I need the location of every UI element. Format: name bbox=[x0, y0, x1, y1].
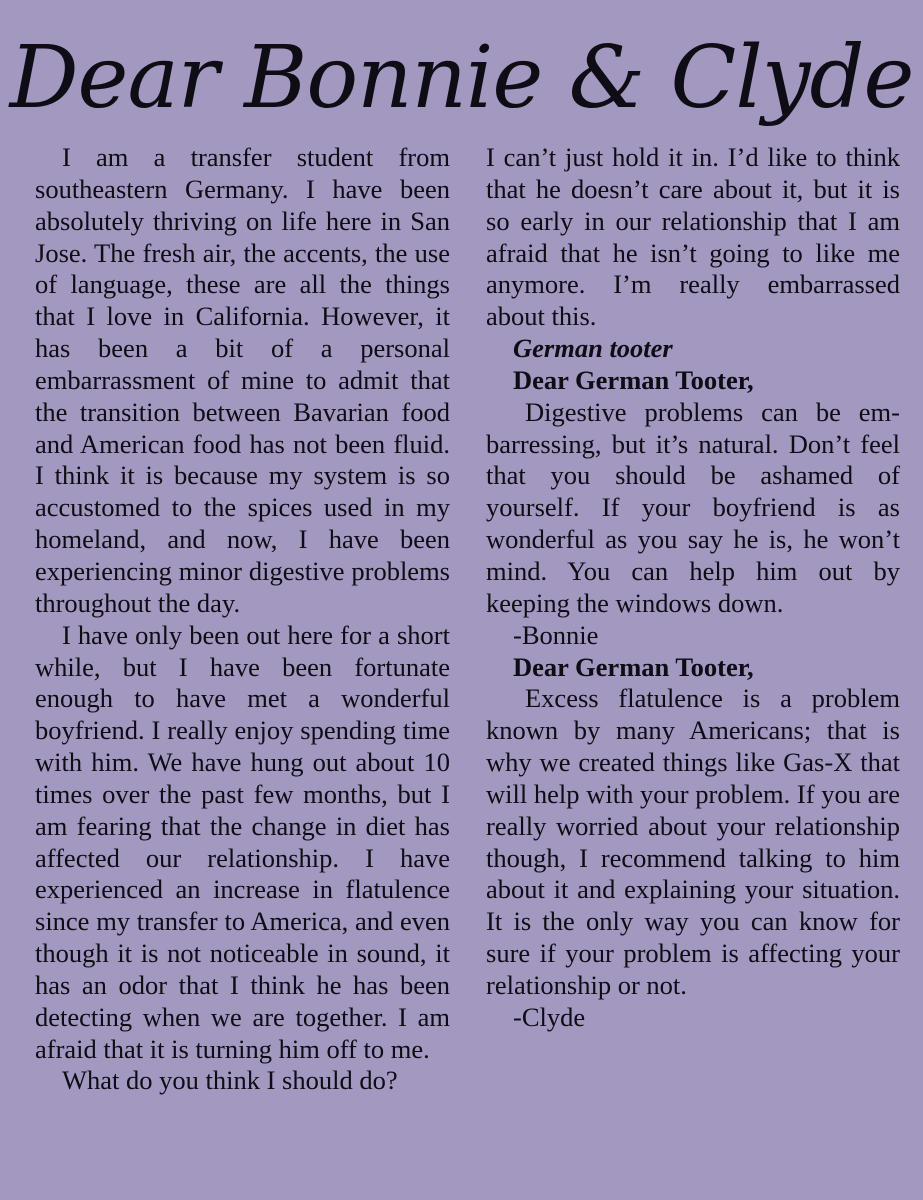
reply-1-body: Digestive problems can be embarressing, but it’s natural. Don’t feel that you should be ashamed of yourself. If your boyfriend is as wonderful as you say he is, he won’t mind. You can help him out by keeping the windows down. bbox=[486, 396, 900, 618]
letter-paragraph-3-continued: I can’t just hold it in. I’d like to think that he doesn’t care about it, but it is so early in our relationship that I am afraid that he isn’t going to like me anymore. I’m really embarrassed about this. bbox=[486, 142, 900, 332]
reply-2-signature: -Clyde bbox=[513, 1001, 586, 1032]
letter-signoff: German tooter bbox=[513, 333, 673, 364]
reply-2-body: Excess flatulence is a problem known by many Americans; that is why we created things like Gas-X that will help with your problem. If you are really worried about your relationship though, I recommend talking to him about it and explaining your situation. It is the only way you can know for sure if your problem is affecting your relationship or not. bbox=[486, 683, 900, 1000]
column-title: Dear Bonnie & Clyde bbox=[9, 28, 914, 128]
reply-2-salutation: Dear German Tooter, bbox=[513, 651, 754, 682]
letter-paragraph-2: I have only been out here for a short while, but I have been fortunate enough to have met a wonderful boyfriend. I really enjoy spending time with him. We have hung out about 10 times over the past few months, but I am fearing that the change in diet has affected our relationship. I have experienced an increase in flatulence since my transfer to America, and even though it is not noticeable in sound, it has an odor that I think he has been detecting when we are together. I am afraid that it is turning him off to me. bbox=[35, 619, 450, 1064]
left-column bbox=[35, 142, 450, 1097]
letter-paragraph-1: I am a transfer student from southeastern Germany. I have been absolutely thriving on life here in San Jose. The fresh air, the accents, the use of language, these are all the things that I love in California. However, it has been a bit of a personal embarrassment of mine to admit that the transition between Bavarian food and American food has not been fluid. I think it is because my system is so accustomed to the spices used in my homeland, and now, I have been experiencing minor digestive problems throughout the day. bbox=[35, 142, 450, 618]
reply-1-salutation: Dear German Tooter, bbox=[513, 364, 754, 395]
reply-1-signature: -Bonnie bbox=[513, 619, 599, 650]
right-column bbox=[486, 142, 900, 1034]
letter-paragraph-3-start: What do you think I should do? bbox=[62, 1065, 398, 1096]
